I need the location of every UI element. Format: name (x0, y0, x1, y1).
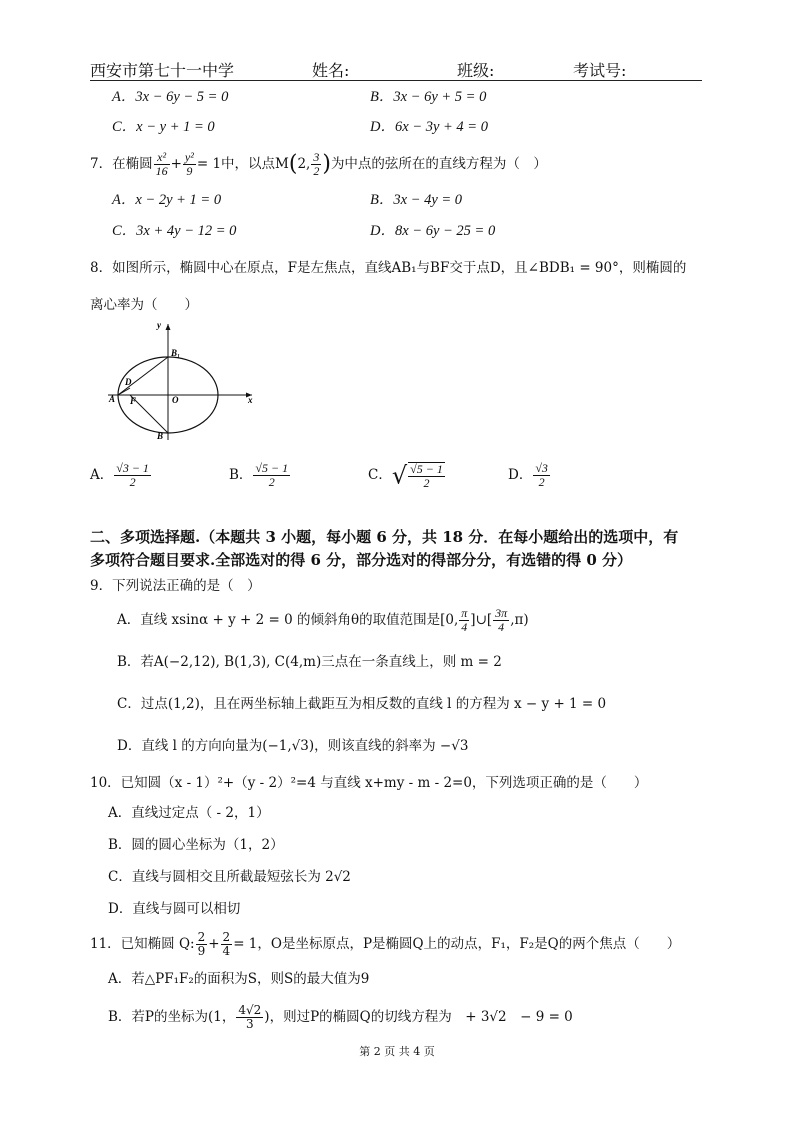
q10-option-c: C．直线与圆相交且所截最短弦长为 2√2 (108, 869, 351, 885)
q6-option-d: D．6x − 3y + 4 = 0 (370, 119, 488, 135)
q11-stem: 11．已知椭圆 Q: $\frac{2}{9}$ + $\frac{2}{4}$ = 1，O是坐标原点，P是椭圆Q上的动点，F₁，F₂是Q的两个焦点（ ） (90, 930, 681, 958)
q6-option-b: B．3x − 6y + 5 = 0 (370, 89, 487, 105)
school-name: 西安市第七十一中学 (90, 61, 235, 80)
q9-option-b: B．若A(−2,12), B(1,3), C(4,m)三点在一条直线上，则 m = 2 (117, 654, 502, 670)
q7-option-a: A．x − 2y + 1 = 0 (112, 192, 222, 208)
q8-option-a: A． $\frac{√3 - 1}{2}$ (90, 461, 149, 489)
q7-stem: 7．在椭圆 $\frac{\text{x²}}{16}$ + $\frac{\text{y²}}{9}$ = 1中，以点M(2, $\frac{3}{2}$ )为中点的弦所在的直线方程为（ ） (90, 150, 547, 178)
q7-option-d: D．8x − 6y − 25 = 0 (370, 223, 496, 239)
q7-point-fraction: $\frac{3}{2}$ (313, 150, 320, 178)
q7-stem-prefix: 7．在椭圆 (90, 156, 153, 172)
q9-option-c: C．过点(1,2)，且在两坐标轴上截距互为相反数的直线 l 的方程为 x − y + 1 = 0 (117, 696, 607, 712)
q10-option-b: B．圆的圆心坐标为（1，2） (108, 837, 284, 853)
q8-option-d: D． $\frac{√3}{2}$ (508, 461, 548, 489)
q6-option-c: C．x − y + 1 = 0 (112, 119, 215, 135)
ellipse-figure (100, 318, 270, 446)
fig-label-o: O (172, 395, 179, 405)
q9-stem: 9．下列说法正确的是（ ） (90, 578, 261, 594)
q11-option-b: B．若P的坐标为(1， $\frac{4√2}{3}$ )，则过P的椭圆Q的切线方程为 + 3√2 − 9 = 0 (108, 1003, 573, 1031)
q9-option-a: A．直线 xsinα + y + 2 = 0 的倾斜角θ的取值范围是[0, $\frac{\pi}{4}$ ]∪[ $\frac{3\pi}{4}$ ,π) (117, 606, 529, 634)
section2-heading-line1: 二、多项选择题.（本题共 3 小题，每小题 6 分，共 18 分．在每小题给出的选项中，有 (90, 528, 679, 546)
page-header (90, 58, 702, 81)
q7-fraction-y: $\frac{\text{y²}}{9}$ (184, 150, 194, 178)
q10-option-a: A．直线过定点（ - 2，1） (108, 805, 270, 821)
class-label: 班级: (457, 61, 495, 80)
fig-label-b: B (157, 431, 164, 441)
q7-option-b: B．3x − 4y = 0 (370, 192, 463, 208)
q6-option-a: A．3x − 6y − 5 = 0 (112, 89, 229, 105)
fig-label-b1: B₁ (171, 348, 181, 358)
q10-stem: 10．已知圆（x - 1）²+（y - 2）²=4 与直线 x+my - m - 2=0，下列选项正确的是（ ） (90, 775, 648, 791)
q8-stem-line1: 8．如图所示，椭圆中心在原点，F是左焦点，直线AB₁与BF交于点D，且∠BDB₁ = 90°，则椭圆的 (90, 260, 687, 276)
q8-option-b: B． $\frac{√5 - 1}{2}$ (229, 461, 289, 489)
fig-label-d: D (125, 377, 132, 387)
q11-option-a: A．若△PF₁F₂的面积为S，则S的最大值为9 (108, 971, 370, 987)
q10-option-d: D．直线与圆可以相切 (108, 901, 241, 917)
name-label: 姓名: (312, 61, 350, 80)
q9-option-d: D．直线 l 的方向向量为(−1,√3)，则该直线的斜率为 −√3 (117, 738, 469, 754)
q7-stem-suffix: 为中点的弦所在的直线方程为（ ） (330, 156, 547, 172)
q7-stem-middle: = 1中，以点M (196, 156, 289, 172)
q7-fraction-x: $\frac{\text{x²}}{16}$ (155, 150, 168, 178)
page-footer: 第 2 页 共 4 页 (359, 1045, 435, 1058)
q7-option-c: C．3x + 4y − 12 = 0 (112, 223, 237, 239)
fig-label-a: A (109, 394, 116, 404)
fig-label-x: x (248, 395, 253, 405)
exam-number-label: 考试号: (573, 61, 627, 80)
fig-label-y: y (157, 320, 161, 330)
q8-option-c: C．√ $\frac{√5 - 1}{2}$ (368, 461, 443, 490)
section2-heading-line2: 多项符合题目要求.全部选对的得 6 分，部分选对的得部分分，有选错的得 0 分） (90, 551, 632, 569)
q8-stem-line2: 离心率为（ ） (90, 297, 198, 313)
fig-label-f: F (130, 396, 137, 406)
